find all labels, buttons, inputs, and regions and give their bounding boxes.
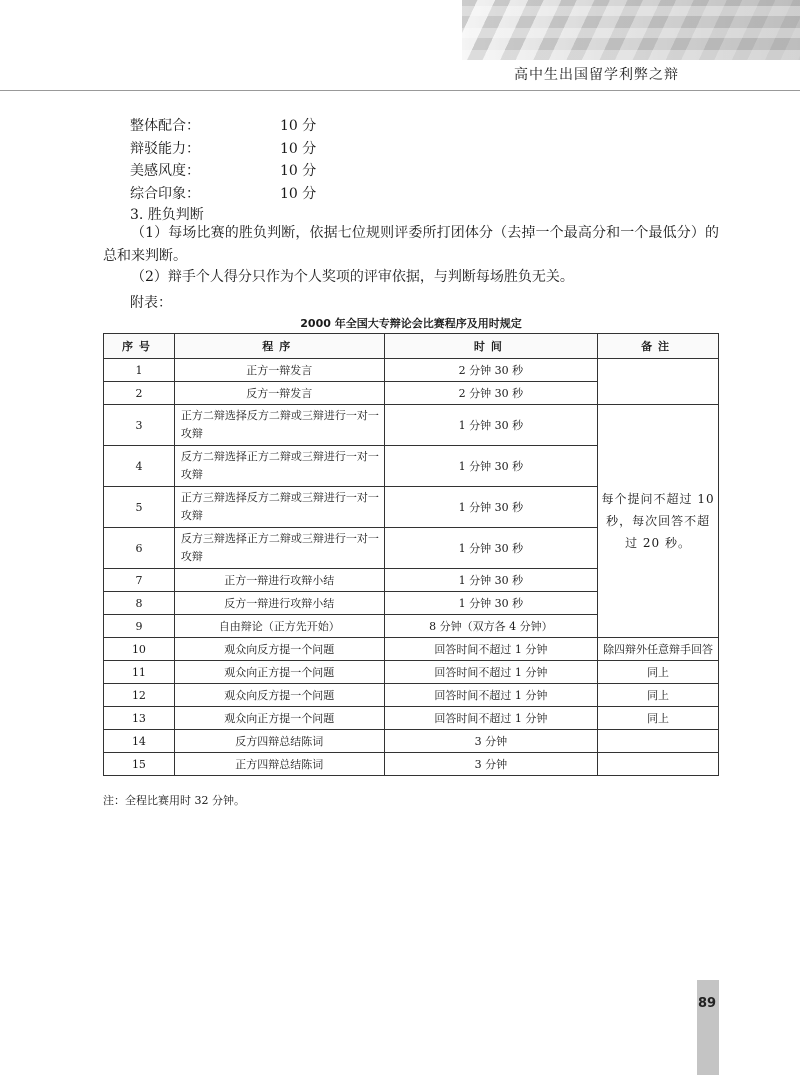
score-value: 10 分 xyxy=(280,118,317,134)
row-procedure: 正方二辩选择反方二辩或三辩进行一对一攻辩 xyxy=(174,405,384,446)
row-note: 除四辩外任意辩手回答 xyxy=(598,638,719,661)
row-no: 5 xyxy=(104,487,175,528)
row-time: 1 分钟 30 秒 xyxy=(384,446,598,487)
row-note: 同上 xyxy=(598,684,719,707)
row-procedure: 反方一辩进行攻辩小结 xyxy=(174,592,384,615)
row-no: 1 xyxy=(104,359,175,382)
row-time: 3 分钟 xyxy=(384,730,598,753)
row-note-empty xyxy=(598,359,719,405)
row-procedure: 观众向反方提一个问题 xyxy=(174,684,384,707)
row-note xyxy=(598,730,719,753)
score-label: 综合印象： xyxy=(130,185,200,202)
row-time: 3 分钟 xyxy=(384,753,598,776)
row-time: 2 分钟 30 秒 xyxy=(384,359,598,382)
row-time: 1 分钟 30 秒 xyxy=(384,528,598,569)
appendix-label: 附表： xyxy=(130,295,172,311)
row-procedure: 观众向正方提一个问题 xyxy=(174,661,384,684)
section-heading: 3. 胜负判断 xyxy=(130,207,204,223)
score-row xyxy=(130,183,316,206)
table-row xyxy=(104,753,719,776)
row-procedure: 反方三辩选择正方二辩或三辩进行一对一攻辩 xyxy=(174,528,384,569)
score-value: 10 分 xyxy=(280,185,317,202)
score-row xyxy=(130,160,316,183)
paragraph-individual-score: （2）辩手个人得分只作为个人奖项的评审依据，与判断每场胜负无关。 xyxy=(131,269,574,285)
row-no: 10 xyxy=(104,638,175,661)
row-time: 1 分钟 30 秒 xyxy=(384,405,598,446)
row-procedure: 正方一辩发言 xyxy=(174,359,384,382)
score-label: 辩驳能力： xyxy=(130,140,200,157)
row-procedure: 观众向反方提一个问题 xyxy=(174,638,384,661)
row-no: 11 xyxy=(104,661,175,684)
header-no: 序号 xyxy=(104,334,175,359)
row-time: 1 分钟 30 秒 xyxy=(384,569,598,592)
row-time: 回答时间不超过 1 分钟 xyxy=(384,707,598,730)
row-no: 4 xyxy=(104,446,175,487)
row-time: 2 分钟 30 秒 xyxy=(384,382,598,405)
score-row xyxy=(130,115,316,138)
row-no: 14 xyxy=(104,730,175,753)
table-footnote: 注：全程比赛用时 32 分钟。 xyxy=(103,794,245,807)
row-procedure: 反方四辩总结陈词 xyxy=(174,730,384,753)
row-no: 9 xyxy=(104,615,175,638)
row-time: 回答时间不超过 1 分钟 xyxy=(384,638,598,661)
row-note: 同上 xyxy=(598,661,719,684)
score-label: 美感风度： xyxy=(130,163,200,179)
row-no: 15 xyxy=(104,753,175,776)
row-procedure: 正方四辩总结陈词 xyxy=(174,753,384,776)
row-procedure: 观众向正方提一个问题 xyxy=(174,707,384,730)
table-header-row xyxy=(104,334,719,359)
table-row xyxy=(104,684,719,707)
score-value: 10 分 xyxy=(280,163,317,179)
row-no: 2 xyxy=(104,382,175,405)
row-no: 6 xyxy=(104,528,175,569)
score-row xyxy=(130,138,316,161)
row-no: 7 xyxy=(104,569,175,592)
score-label: 整体配合： xyxy=(130,118,200,134)
page-edge-strip xyxy=(697,980,719,1075)
merged-note: 每个提问不超过 10 秒，每次回答不超过 20 秒。 xyxy=(598,405,719,638)
score-value: 10 分 xyxy=(280,140,317,157)
table-row xyxy=(104,707,719,730)
header-rule xyxy=(0,90,800,91)
row-note xyxy=(598,753,719,776)
row-procedure: 正方三辩选择反方二辩或三辩进行一对一攻辩 xyxy=(174,487,384,528)
page-number: 89 xyxy=(698,996,717,1011)
row-procedure: 自由辩论（正方先开始） xyxy=(174,615,384,638)
row-no: 8 xyxy=(104,592,175,615)
table-row xyxy=(104,359,719,382)
debate-schedule-table xyxy=(103,333,719,776)
table-row xyxy=(104,730,719,753)
table-row xyxy=(104,405,719,446)
row-no: 3 xyxy=(104,405,175,446)
row-no: 12 xyxy=(104,684,175,707)
table-row xyxy=(104,638,719,661)
score-list xyxy=(130,115,316,205)
header-note: 备注 xyxy=(598,334,719,359)
header-procedure: 程序 xyxy=(174,334,384,359)
row-procedure: 正方一辩进行攻辩小结 xyxy=(174,569,384,592)
row-no: 13 xyxy=(104,707,175,730)
paragraph-judgement: （1）每场比赛的胜负判断，依据七位规则评委所打团体分（去掉一个最高分和一个最低分）的总和来判断。 xyxy=(103,225,719,264)
running-head: 高中生出国留学利弊之辩 xyxy=(514,67,679,83)
header-decoration xyxy=(462,0,800,60)
header-time: 时间 xyxy=(384,334,598,359)
row-time: 1 分钟 30 秒 xyxy=(384,487,598,528)
row-time: 回答时间不超过 1 分钟 xyxy=(384,684,598,707)
table-row xyxy=(104,661,719,684)
row-time: 8 分钟（双方各 4 分钟） xyxy=(384,615,598,638)
row-note: 同上 xyxy=(598,707,719,730)
row-time: 1 分钟 30 秒 xyxy=(384,592,598,615)
row-procedure: 反方二辩选择正方二辩或三辩进行一对一攻辩 xyxy=(174,446,384,487)
table-title: 2000 年全国大专辩论会比赛程序及用时规定 xyxy=(300,317,522,330)
row-time: 回答时间不超过 1 分钟 xyxy=(384,661,598,684)
row-procedure: 反方一辩发言 xyxy=(174,382,384,405)
